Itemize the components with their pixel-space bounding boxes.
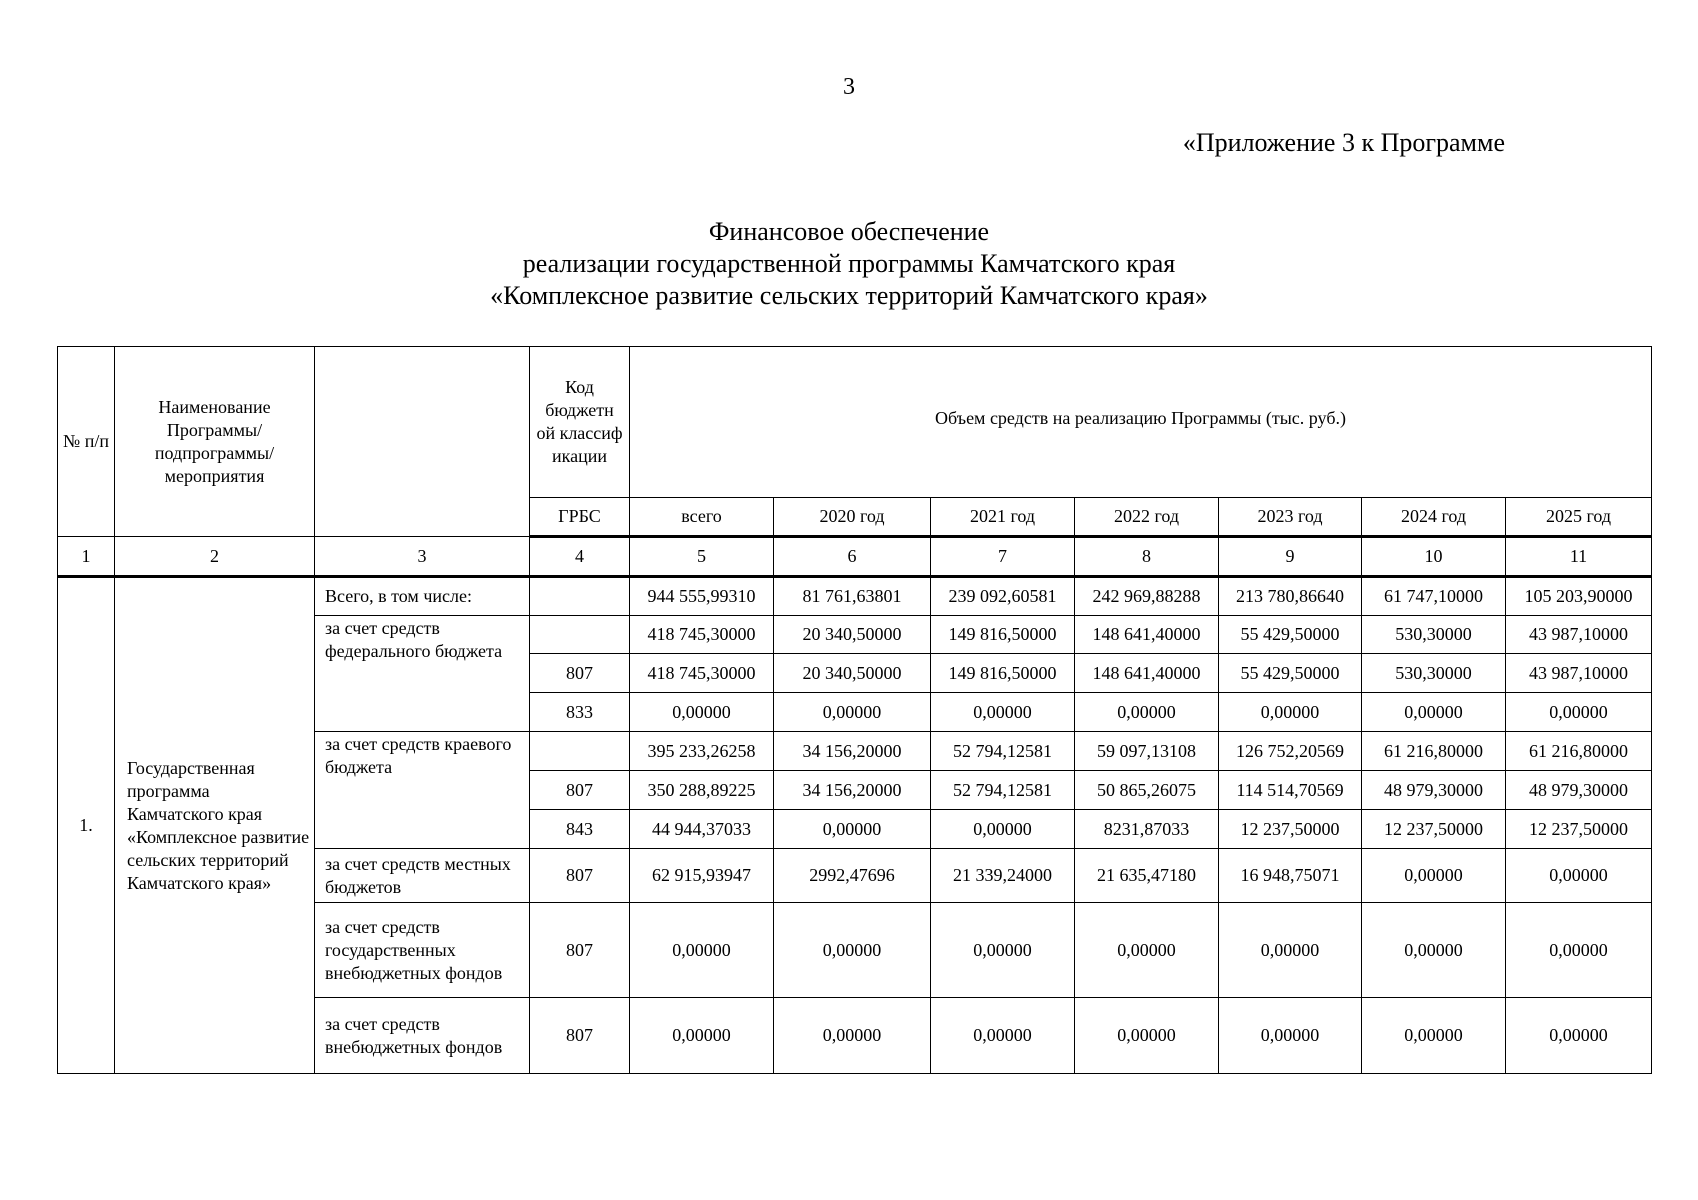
value-cell: 34 156,20000 — [774, 771, 931, 810]
header-num: № п/п — [58, 347, 115, 537]
value-cell: 20 340,50000 — [774, 654, 931, 693]
value-cell: 21 339,24000 — [931, 849, 1075, 903]
value-cell: 149 816,50000 — [931, 654, 1075, 693]
financing-table — [57, 346, 1652, 1074]
value-cell: 418 745,30000 — [630, 616, 774, 654]
value-cell: 21 635,47180 — [1075, 849, 1219, 903]
value-cell: 0,00000 — [774, 810, 931, 849]
value-cell: 0,00000 — [1219, 903, 1362, 998]
value-cell: 0,00000 — [931, 810, 1075, 849]
value-cell: 61 216,80000 — [1362, 732, 1506, 771]
column-number: 8 — [1075, 537, 1219, 577]
value-cell: 55 429,50000 — [1219, 654, 1362, 693]
header-grbs: ГРБС — [530, 498, 630, 537]
grbs-cell: 807 — [530, 998, 630, 1074]
value-cell: 59 097,13108 — [1075, 732, 1219, 771]
header-year: 2021 год — [931, 498, 1075, 537]
grbs-cell: 807 — [530, 849, 630, 903]
value-cell: 213 780,86640 — [1219, 577, 1362, 616]
value-cell: 0,00000 — [1362, 693, 1506, 732]
header-year: 2020 год — [774, 498, 931, 537]
value-cell: 0,00000 — [774, 998, 931, 1074]
value-cell: 148 641,40000 — [1075, 654, 1219, 693]
value-cell: 62 915,93947 — [630, 849, 774, 903]
value-cell: 20 340,50000 — [774, 616, 931, 654]
grbs-cell: 833 — [530, 693, 630, 732]
header-code: Код бюджетн ой классиф икации — [530, 347, 630, 498]
grbs-cell: 807 — [530, 654, 630, 693]
column-number: 11 — [1506, 537, 1652, 577]
value-cell: 530,30000 — [1362, 616, 1506, 654]
category-regional: за счет средств краевого бюджета — [315, 732, 530, 849]
value-cell: 0,00000 — [1362, 998, 1506, 1074]
value-cell: 0,00000 — [1506, 903, 1652, 998]
column-number: 5 — [630, 537, 774, 577]
header-year: 2024 год — [1362, 498, 1506, 537]
title-line-2: реализации государственной программы Камчатского края — [522, 249, 1176, 278]
value-cell: 12 237,50000 — [1362, 810, 1506, 849]
value-cell: 61 747,10000 — [1362, 577, 1506, 616]
value-cell: 0,00000 — [774, 903, 931, 998]
grbs-cell — [530, 577, 630, 616]
value-cell: 105 203,90000 — [1506, 577, 1652, 616]
value-cell: 126 752,20569 — [1219, 732, 1362, 771]
value-cell: 0,00000 — [1219, 693, 1362, 732]
value-cell: 48 979,30000 — [1506, 771, 1652, 810]
value-cell: 61 216,80000 — [1506, 732, 1652, 771]
value-cell: 0,00000 — [630, 693, 774, 732]
column-number: 1 — [58, 537, 115, 577]
value-cell: 0,00000 — [1075, 903, 1219, 998]
value-cell: 0,00000 — [1075, 693, 1219, 732]
header-year: 2022 год — [1075, 498, 1219, 537]
value-cell: 0,00000 — [1219, 998, 1362, 1074]
value-cell: 81 761,63801 — [774, 577, 931, 616]
table-row — [58, 577, 1652, 616]
category-total: Всего, в том числе: — [315, 577, 530, 616]
title-line-1: Финансовое обеспечение — [708, 217, 990, 246]
value-cell: 350 288,89225 — [630, 771, 774, 810]
value-cell: 43 987,10000 — [1506, 616, 1652, 654]
value-cell: 52 794,12581 — [931, 771, 1075, 810]
program-name: Государственная программа Камчатского края «Комплексное развитие сельских территорий Камчатского края» — [115, 577, 315, 1074]
header-year: 2023 год — [1219, 498, 1362, 537]
value-cell: 242 969,88288 — [1075, 577, 1219, 616]
category-state-funds: за счет средств государственных внебюджетных фондов — [315, 903, 530, 998]
value-cell: 395 233,26258 — [630, 732, 774, 771]
value-cell: 0,00000 — [1362, 903, 1506, 998]
column-number: 3 — [315, 537, 530, 577]
column-number: 6 — [774, 537, 931, 577]
category-local: за счет средств местных бюджетов — [315, 849, 530, 903]
category-federal: за счет средств федерального бюджета — [315, 616, 530, 732]
grbs-cell — [530, 616, 630, 654]
page-number: 3 — [843, 74, 855, 100]
value-cell: 34 156,20000 — [774, 732, 931, 771]
value-cell: 148 641,40000 — [1075, 616, 1219, 654]
value-cell: 114 514,70569 — [1219, 771, 1362, 810]
document-title — [0, 216, 1698, 312]
column-number: 4 — [530, 537, 630, 577]
grbs-cell: 807 — [530, 903, 630, 998]
value-cell: 48 979,30000 — [1362, 771, 1506, 810]
column-number: 7 — [931, 537, 1075, 577]
value-cell: 0,00000 — [931, 998, 1075, 1074]
title-line-3: «Комплексное развитие сельских территорий Камчатского края» — [490, 281, 1208, 310]
value-cell: 16 948,75071 — [1219, 849, 1362, 903]
value-cell: 43 987,10000 — [1506, 654, 1652, 693]
value-cell: 944 555,99310 — [630, 577, 774, 616]
value-cell: 0,00000 — [774, 693, 931, 732]
value-cell: 50 865,26075 — [1075, 771, 1219, 810]
value-cell: 0,00000 — [1506, 693, 1652, 732]
column-number-row — [58, 537, 1652, 577]
value-cell: 0,00000 — [630, 903, 774, 998]
value-cell: 8231,87033 — [1075, 810, 1219, 849]
value-cell: 0,00000 — [630, 998, 774, 1074]
header-year: 2025 год — [1506, 498, 1652, 537]
value-cell: 0,00000 — [1506, 998, 1652, 1074]
header-col3 — [315, 347, 530, 537]
appendix-label: «Приложение 3 к Программе — [1182, 128, 1505, 157]
value-cell: 44 944,37033 — [630, 810, 774, 849]
value-cell: 530,30000 — [1362, 654, 1506, 693]
header-volume: Объем средств на реализацию Программы (тыс. руб.) — [630, 347, 1652, 498]
grbs-cell: 807 — [530, 771, 630, 810]
value-cell: 0,00000 — [931, 903, 1075, 998]
header-name: Наименование Программы/ подпрограммы/ мероприятия — [115, 347, 315, 537]
value-cell: 418 745,30000 — [630, 654, 774, 693]
value-cell: 0,00000 — [1506, 849, 1652, 903]
column-number: 10 — [1362, 537, 1506, 577]
value-cell: 239 092,60581 — [931, 577, 1075, 616]
program-number: 1. — [58, 577, 115, 1074]
value-cell: 2992,47696 — [774, 849, 931, 903]
value-cell: 0,00000 — [931, 693, 1075, 732]
value-cell: 12 237,50000 — [1506, 810, 1652, 849]
category-offbudget: за счет средств внебюджетных фондов — [315, 998, 530, 1074]
header-year: всего — [630, 498, 774, 537]
grbs-cell: 843 — [530, 810, 630, 849]
column-number: 2 — [115, 537, 315, 577]
value-cell: 12 237,50000 — [1219, 810, 1362, 849]
value-cell: 149 816,50000 — [931, 616, 1075, 654]
value-cell: 52 794,12581 — [931, 732, 1075, 771]
value-cell: 0,00000 — [1362, 849, 1506, 903]
value-cell: 0,00000 — [1075, 998, 1219, 1074]
column-number: 9 — [1219, 537, 1362, 577]
grbs-cell — [530, 732, 630, 771]
value-cell: 55 429,50000 — [1219, 616, 1362, 654]
